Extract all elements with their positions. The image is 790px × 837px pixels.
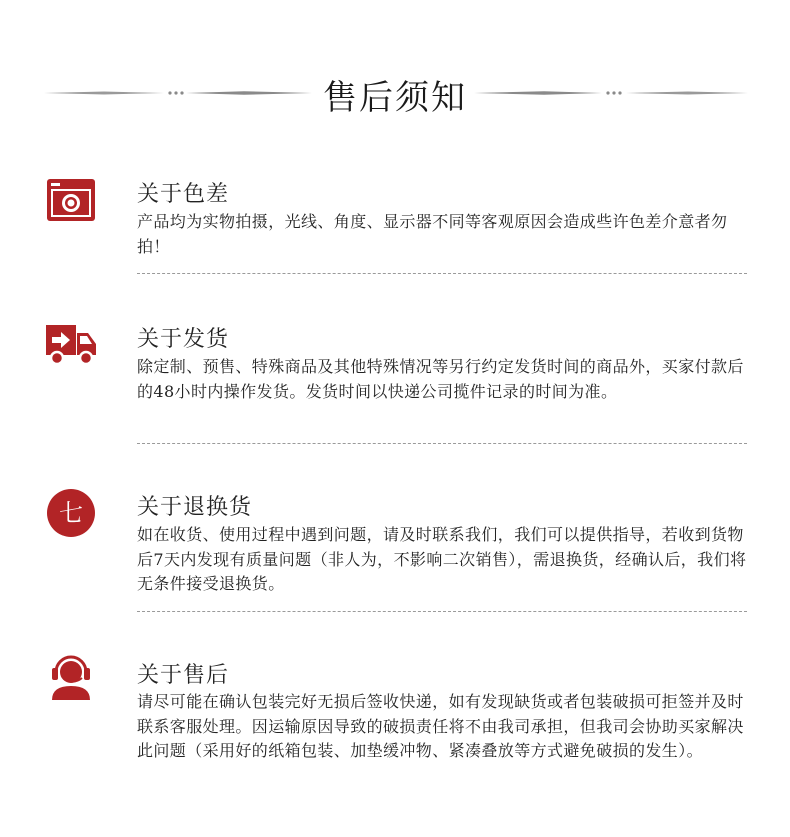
section-body: 如在收货、使用过程中遇到问题，请及时联系我们，我们可以提供指导，若收到货物后7天内发现有质量问题（非人为，不影响二次销售），需退换货，经确认后，我们将无条件接受退换货。 xyxy=(137,525,747,593)
truck-icon xyxy=(44,318,98,372)
seven-badge-icon xyxy=(44,486,98,540)
section-body: 产品均为实物拍摄，光线、角度、显示器不同等客观原因会造成些许色差介意者勿拍！ xyxy=(137,212,728,256)
page-title: 售后须知 xyxy=(323,78,467,118)
section-heading: 关于售后 xyxy=(137,663,230,688)
camera-icon xyxy=(44,174,98,228)
section-divider xyxy=(137,611,747,612)
section-heading: 关于发货 xyxy=(137,327,230,352)
seven-badge-text: 七 xyxy=(59,499,83,527)
page-header xyxy=(0,66,790,122)
right-ornament-divider xyxy=(474,88,748,98)
section-divider xyxy=(137,443,747,444)
section-divider xyxy=(137,273,747,274)
section-body: 除定制、预售、特殊商品及其他特殊情况等另行约定发货时间的商品外，买家付款后的48小时内操作发货。发货时间以快递公司揽件记录的时间为准。 xyxy=(137,357,744,401)
section-heading: 关于退换货 xyxy=(137,495,253,520)
section-heading: 关于色差 xyxy=(137,182,230,207)
section-body: 请尽可能在确认包装完好无损后签收快递，如有发现缺货或者包装破损可拒签并及时联系客服处理。因运输原因导致的破损责任将不由我司承担，但我司会协助买家解决此问题（采用好的纸箱包装、加垫缓冲物、紧凑叠放等方式避免破损的发生）。 xyxy=(137,692,744,760)
customer-service-icon xyxy=(44,648,98,702)
